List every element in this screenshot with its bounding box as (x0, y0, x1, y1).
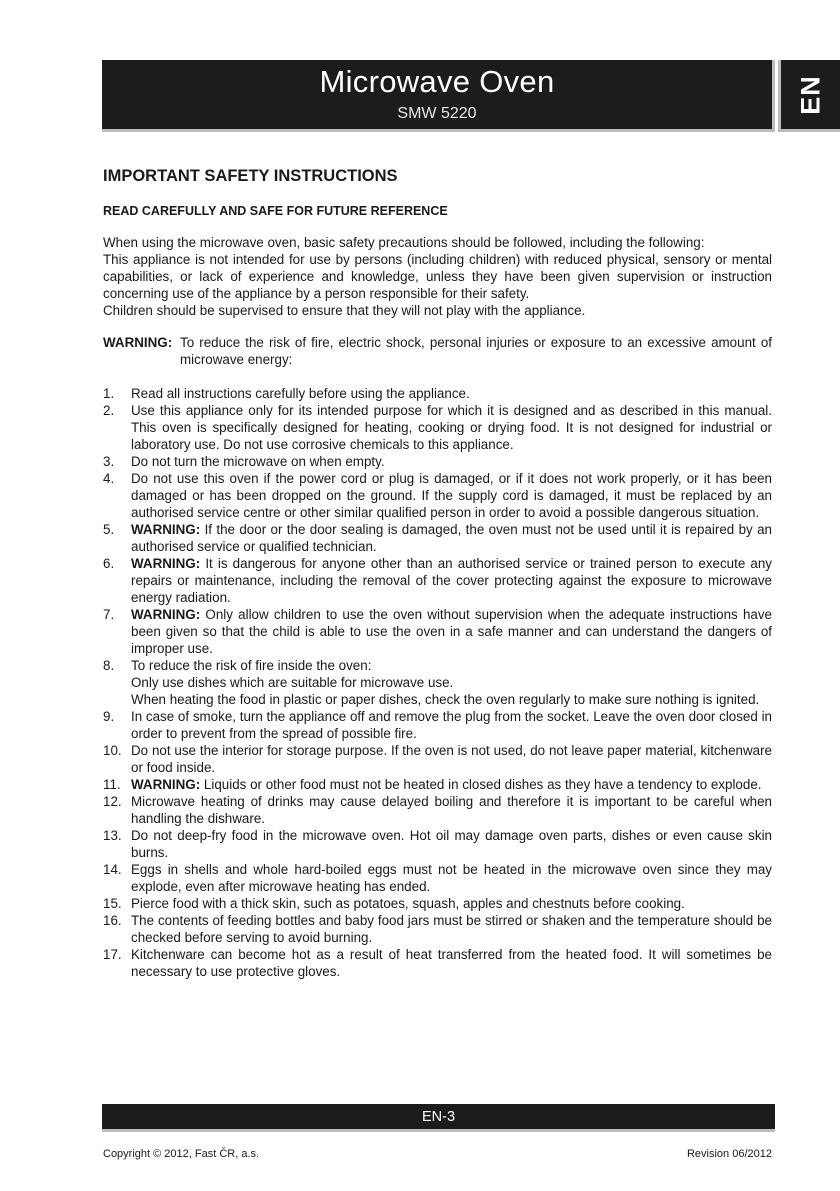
item-line (131, 912, 772, 946)
intro-paragraph: Children should be supervised to ensure that they will not play with the appliance. (103, 303, 586, 318)
document-title: Microwave Oven (319, 64, 555, 99)
list-item (103, 470, 772, 521)
item-number: 11. (103, 777, 121, 792)
header-bar (102, 60, 775, 132)
item-line-text: Liquids or other food must not be heated in closed dishes as they have a tendency to explode. (203, 777, 762, 792)
item-line (131, 827, 772, 861)
item-number: 16. (103, 913, 122, 928)
item-line-text: Eggs in shells and whole hard-boiled eggs must not be heated in the microwave oven since they may explode, even after microwave heating has ended. (131, 862, 772, 894)
item-number: 3. (103, 454, 115, 469)
list-item (103, 402, 772, 453)
item-text (131, 606, 772, 657)
item-line (131, 946, 772, 980)
item-line-text: Only allow children to use the oven without supervision when the adequate instructions have been given so that the child is able to use the oven in a safe manner and can understand the dangers of improper use. (131, 607, 772, 656)
item-text (131, 555, 772, 606)
list-item (103, 742, 772, 776)
item-text (131, 402, 772, 453)
item-line-text: Only use dishes which are suitable for microwave use. (131, 675, 454, 690)
item-line-text: Kitchenware can become hot as a result of heat transferred from the heated food. It will sometimes be necessary to use protective gloves. (131, 947, 772, 979)
item-line-text: The contents of feeding bottles and baby food jars must be stirred or shaken and the temperature should be checked before serving to avoid burning. (131, 913, 772, 945)
list-item (103, 453, 772, 470)
item-line (131, 895, 772, 912)
item-warning-label: WARNING: (131, 522, 201, 537)
item-line (131, 691, 772, 708)
language-code: EN (795, 74, 825, 115)
list-item (103, 912, 772, 946)
item-number: 10. (103, 743, 122, 758)
main-warning (103, 334, 772, 368)
item-number: 17. (103, 947, 122, 962)
list-item (103, 861, 772, 895)
item-line-text: Pierce food with a thick skin, such as potatoes, squash, apples and chestnuts before cooking. (131, 896, 685, 911)
item-text (131, 453, 772, 470)
item-line-text: Do not use the interior for storage purpose. If the oven is not used, do not leave paper material, kitchenware or food inside. (131, 743, 772, 775)
subtitle: READ CAREFULLY AND SAFE FOR FUTURE REFERENCE (103, 204, 448, 218)
copyright: Copyright © 2012, Fast ČR, a.s. (103, 1148, 260, 1160)
item-line (131, 708, 772, 742)
item-line-text: It is dangerous for anyone other than an authorised service or trained person to execute any repairs or maintenance, including the removal of the cover protecting against the exposure to microwave energy radiation. (131, 556, 772, 605)
item-line (131, 402, 772, 453)
item-line (131, 521, 772, 555)
instruction-list (103, 385, 772, 980)
item-line-text: If the door or the door sealing is damaged, the oven must not be used until it is repaired by an authorised service or qualified technician. (131, 522, 772, 554)
item-text (131, 793, 772, 827)
item-line-text: In case of smoke, turn the appliance off and remove the plug from the socket. Leave the oven door closed in order to prevent from the spread of possible fire. (131, 709, 772, 741)
item-text (131, 946, 772, 980)
page-content (103, 165, 772, 980)
intro-paragraph: This appliance is not intended for use by persons (including children) with reduced physical, sensory or mental capabilities, or lack of experience and knowledge, unless they have been given supervision or instruction concerning use of the appliance by a person responsible for their safety. (103, 252, 772, 301)
item-text (131, 776, 772, 793)
item-text (131, 708, 772, 742)
item-line (131, 385, 772, 402)
item-warning-label: WARNING: (131, 607, 201, 622)
item-line-text: To reduce the risk of fire inside the oven: (131, 658, 372, 673)
list-item (103, 708, 772, 742)
item-line-text: When heating the food in plastic or paper dishes, check the oven regularly to make sure nothing is ignited. (131, 692, 760, 707)
item-text (131, 385, 772, 402)
item-number: 2. (103, 403, 115, 418)
list-item (103, 521, 772, 555)
item-number: 12. (103, 794, 122, 809)
item-text (131, 895, 772, 912)
item-line (131, 861, 772, 895)
list-item (103, 385, 772, 402)
revision: Revision 06/2012 (686, 1148, 772, 1160)
item-number: 5. (103, 522, 115, 537)
list-item (103, 776, 772, 793)
item-line (131, 470, 772, 521)
item-line (131, 657, 772, 674)
intro-paragraph: When using the microwave oven, basic safety precautions should be followed, including the following: (103, 235, 705, 250)
footer-bar (102, 1104, 775, 1132)
item-line-text: Read all instructions carefully before using the appliance. (131, 386, 470, 401)
item-number: 15. (103, 896, 122, 911)
item-number: 9. (103, 709, 115, 724)
item-text (131, 861, 772, 895)
item-number: 13. (103, 828, 122, 843)
item-line (131, 555, 772, 606)
section-title: IMPORTANT SAFETY INSTRUCTIONS (103, 167, 398, 185)
intro-text (103, 234, 772, 319)
list-item (103, 946, 772, 980)
item-text (131, 912, 772, 946)
item-line-text: Use this appliance only for its intended purpose for which it is designed and as described in this manual. This oven is specifically designed for heating, cooking or drying food. It is not designed for industrial or laboratory use. Do not use corrosive chemicals to this appliance. (131, 403, 772, 452)
warning-text: To reduce the risk of fire, electric shock, personal injuries or exposure to an excessive amount of microwave energy: (180, 335, 772, 367)
item-line-text: Do not deep-fry food in the microwave oven. Hot oil may damage oven parts, dishes or even cause skin burns. (131, 828, 772, 860)
item-number: 7. (103, 607, 115, 622)
list-item (103, 657, 772, 708)
item-number: 6. (103, 556, 115, 571)
item-text (131, 470, 772, 521)
item-number: 1. (103, 386, 115, 401)
item-number: 4. (103, 471, 115, 486)
item-line (131, 606, 772, 657)
page-number: EN-3 (421, 1109, 456, 1125)
item-warning-label: WARNING: (131, 556, 201, 571)
item-line-text: Do not use this oven if the power cord or plug is damaged, or if it does not work properly, or it has been damaged or has been dropped on the ground. If the supply cord is damaged, it must be replaced by an authorised service centre or other similar qualified person in order to avoid a possible dangerous situation. (131, 471, 772, 520)
item-line (131, 674, 772, 691)
list-item (103, 606, 772, 657)
item-text (131, 827, 772, 861)
item-number: 14. (103, 862, 122, 877)
item-line (131, 742, 772, 776)
item-line-text: Microwave heating of drinks may cause delayed boiling and therefore it is important to be careful when handling the dishware. (131, 794, 772, 826)
item-number: 8. (103, 658, 115, 673)
item-warning-label: WARNING: (131, 777, 201, 792)
item-line-text: Do not turn the microwave on when empty. (131, 454, 385, 469)
list-item (103, 827, 772, 861)
item-line (131, 776, 772, 793)
list-item (103, 793, 772, 827)
warning-label: WARNING: (103, 335, 173, 350)
language-tab (778, 60, 840, 132)
item-line (131, 793, 772, 827)
item-text (131, 657, 772, 708)
list-item (103, 555, 772, 606)
item-text (131, 742, 772, 776)
item-text (131, 521, 772, 555)
list-item (103, 895, 772, 912)
model-number: SMW 5220 (397, 105, 477, 122)
item-line (131, 453, 772, 470)
